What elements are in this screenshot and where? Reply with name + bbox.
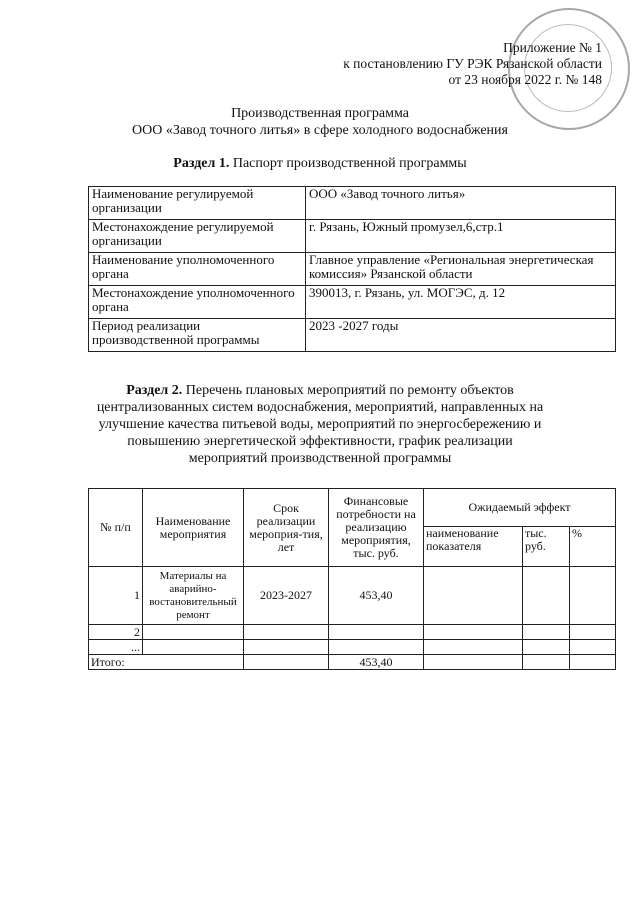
table-row bbox=[89, 253, 616, 286]
cell-name bbox=[143, 640, 244, 655]
table-total-row bbox=[89, 655, 616, 670]
total-percent bbox=[570, 655, 616, 670]
table-header-row bbox=[89, 489, 616, 527]
cell-name bbox=[143, 625, 244, 640]
section2-heading-rest: централизованных систем водоснабжения, мероприятий, направленных на улучшение качества питьевой воды, мероприятий по энергосбережению и повышению энергетической эффективности, график реализации мероприятий производственной программы bbox=[96, 400, 544, 466]
program-title-line-2: ООО «Завод точного литья» в сфере холодного водоснабжения bbox=[132, 123, 508, 138]
passport-value: г. Рязань, Южный промузел,6,стр.1 bbox=[306, 220, 616, 253]
cell-name: Материалы на аварийно-востановительный ремонт bbox=[143, 567, 244, 625]
table-row bbox=[89, 187, 616, 220]
passport-label: Наименование уполномоченного органа bbox=[89, 253, 306, 286]
cell-term bbox=[244, 625, 329, 640]
col-header-percent: % bbox=[570, 527, 616, 567]
cell-term bbox=[244, 640, 329, 655]
cell-percent bbox=[570, 567, 616, 625]
table-row bbox=[89, 220, 616, 253]
cell-term: 2023-2027 bbox=[244, 567, 329, 625]
cell-indicator bbox=[424, 567, 523, 625]
appendix-line-3: от 23 ноября 2022 г. № 148 bbox=[448, 72, 602, 87]
program-title bbox=[0, 105, 640, 139]
section2-number: Раздел 2. bbox=[126, 383, 183, 398]
cell-num: 1 bbox=[89, 567, 143, 625]
col-header-finance: Финансовые потребности на реализацию мероприятия, тыс. руб. bbox=[329, 489, 424, 567]
total-thousand bbox=[523, 655, 570, 670]
cell-finance bbox=[329, 640, 424, 655]
cell-percent bbox=[570, 625, 616, 640]
col-header-num: № п/п bbox=[89, 489, 143, 567]
cell-thousand bbox=[523, 625, 570, 640]
section1-name: Паспорт производственной программы bbox=[229, 156, 467, 171]
passport-label: Местонахождение регулируемой организации bbox=[89, 220, 306, 253]
passport-label: Период реализации производственной программы bbox=[89, 319, 306, 352]
total-label: Итого: bbox=[89, 655, 244, 670]
passport-value: 2023 -2027 годы bbox=[306, 319, 616, 352]
measures-table bbox=[88, 488, 616, 670]
total-term bbox=[244, 655, 329, 670]
col-header-term: Срок реализации мероприя-тия, лет bbox=[244, 489, 329, 567]
table-row bbox=[89, 319, 616, 352]
passport-value: ООО «Завод точного литья» bbox=[306, 187, 616, 220]
passport-value: 390013, г. Рязань, ул. МОГЭС, д. 12 bbox=[306, 286, 616, 319]
cell-finance: 453,40 bbox=[329, 567, 424, 625]
col-header-thousand: тыс. руб. bbox=[523, 527, 570, 567]
col-header-name: Наименование мероприятия bbox=[143, 489, 244, 567]
cell-finance bbox=[329, 625, 424, 640]
appendix-line-1: Приложение № 1 bbox=[503, 40, 602, 55]
col-header-indicator: наименование показателя bbox=[424, 527, 523, 567]
appendix-note bbox=[343, 40, 602, 88]
cell-thousand bbox=[523, 567, 570, 625]
appendix-line-2: к постановлению ГУ РЭК Рязанской области bbox=[343, 56, 602, 71]
table-row bbox=[89, 625, 616, 640]
table-row bbox=[89, 286, 616, 319]
cell-num: ... bbox=[89, 640, 143, 655]
cell-thousand bbox=[523, 640, 570, 655]
section2-heading-line-1: Перечень плановых мероприятий по ремонту объектов bbox=[182, 383, 514, 398]
passport-label: Местонахождение уполномоченного органа bbox=[89, 286, 306, 319]
passport-table bbox=[88, 186, 616, 352]
section1-number: Раздел 1. bbox=[173, 156, 230, 171]
cell-num: 2 bbox=[89, 625, 143, 640]
total-indicator bbox=[424, 655, 523, 670]
table-row bbox=[89, 567, 616, 625]
total-finance: 453,40 bbox=[329, 655, 424, 670]
section2-heading bbox=[95, 382, 545, 467]
program-title-line-1: Производственная программа bbox=[231, 106, 409, 121]
passport-value: Главное управление «Региональная энергетическая комиссия» Рязанской области bbox=[306, 253, 616, 286]
passport-label: Наименование регулируемой организации bbox=[89, 187, 306, 220]
cell-indicator bbox=[424, 640, 523, 655]
cell-indicator bbox=[424, 625, 523, 640]
table-row bbox=[89, 640, 616, 655]
cell-percent bbox=[570, 640, 616, 655]
col-header-effect: Ожидаемый эффект bbox=[424, 489, 616, 527]
section1-heading bbox=[0, 155, 640, 172]
